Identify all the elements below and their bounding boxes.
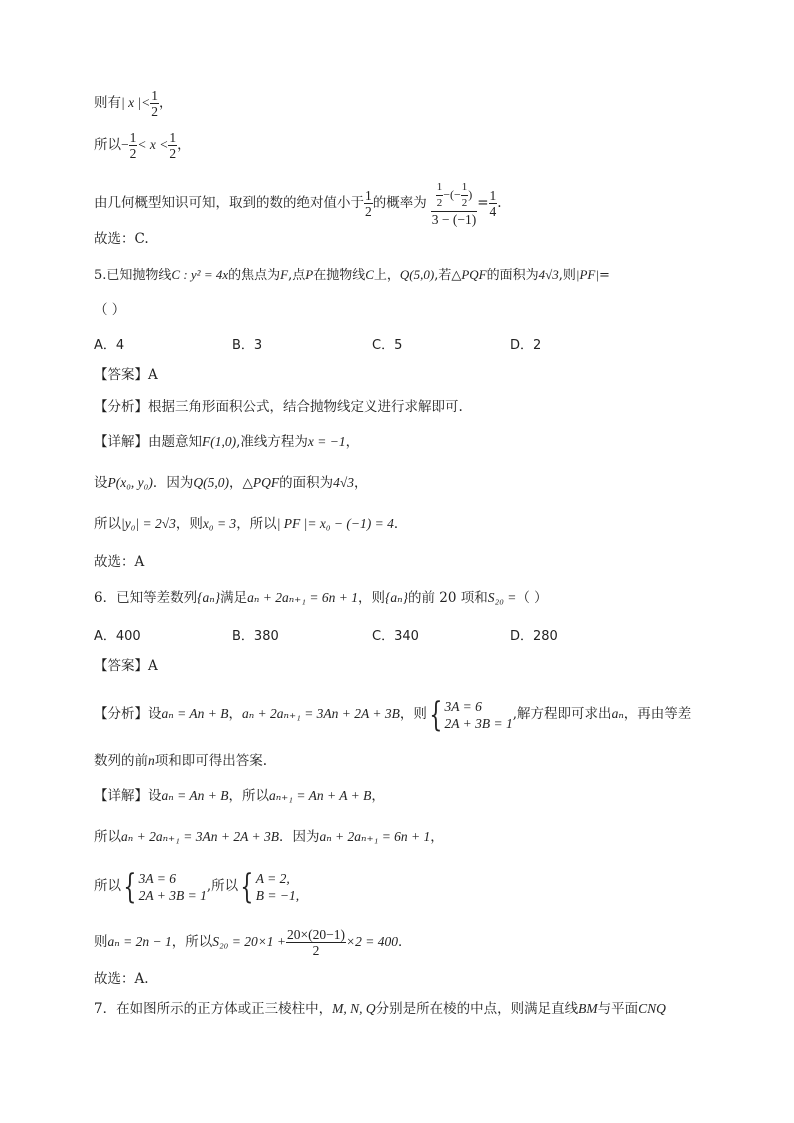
q6-detail-1: 【详解】设aₙ = An + B，所以aₙ₊₁ = An + A + B， (94, 788, 385, 804)
q5-option-d: D．2 (510, 338, 542, 353)
q5-stem: 5.已知抛物线C : y² = 4x的焦点为F,点P在抛物线C上，Q(5,0),若△PQF的面积为4√3,则|PF|= (94, 267, 610, 283)
q5-option-c: C．5 (372, 338, 403, 353)
q5-option-a: A．4 (94, 338, 125, 353)
q6-detail-4: 则aₙ = 2n − 1，所以S₂₀ = 20×1 + $\frac{20\times(20-1)}{2}$ ×2 = 400． (94, 927, 412, 958)
fraction: $\frac{1}{2}$ (151, 88, 159, 119)
line-abs-ineq: 则有| x |< $\frac{1}{2}$ ， (94, 88, 173, 119)
q5-detail-2: 设P(x₀, y₀)．因为Q(5,0)，△PQF的面积为4√3， (94, 475, 368, 491)
probability-fraction: $\frac{1}{2}$ −(− $\frac{1}{2}$ ) 3 − (−1) (431, 181, 477, 227)
q6-detail-2: 所以aₙ + 2aₙ₊₁ = 3An + 2A + 3B．因为aₙ + 2aₙ₊₁ = 6n + 1， (94, 829, 444, 845)
q6-stem: 6．已知等差数列{aₙ}满足aₙ + 2aₙ₊₁ = 6n + 1，则{aₙ}的前 20 项和S₂₀ =（ ） (94, 590, 548, 606)
q5-conclusion: 故选：A (94, 554, 145, 570)
q6-conclusion: 故选：A. (94, 971, 149, 987)
q5-option-b: B．3 (232, 338, 263, 353)
line-range: 所以− $\frac{1}{2}$ < x < $\frac{1}{2}$ ， (94, 130, 191, 161)
q6-option-c: C．340 (372, 629, 419, 644)
q6-analysis-2: 数列的前n项和即可得出答案. (94, 753, 268, 769)
q5-answer: 【答案】A (94, 367, 158, 383)
q6-answer: 【答案】A (94, 658, 158, 674)
q6-option-b: B．380 (232, 629, 279, 644)
q6-detail-3: 所以{ 3A = 6 2A + 3B = 1 ,所以{ A = 2, B = −1, (94, 866, 300, 907)
conclusion-c: 故选：C. (94, 231, 149, 247)
q5-detail-1: 【详解】由题意知F(1,0),准线方程为x = −1， (94, 434, 360, 450)
q5-analysis: 【分析】根据三角形面积公式，结合抛物线定义进行求解即可. (94, 399, 463, 415)
q5-detail-3: 所以|y₀| = 2√3，则x₀ = 3，所以| PF |= x₀ − (−1) = 4． (94, 516, 408, 532)
q5-blank: （ ） (94, 302, 126, 318)
sum-fraction: $\frac{20\times(20-1)}{2}$ (287, 927, 346, 958)
equation-system: 3A = 6 2A + 3B = 1 (444, 698, 513, 731)
q6-option-d: D．280 (510, 629, 558, 644)
q6-option-a: A．400 (94, 629, 141, 644)
line-probability: 由几何概型知识可知，取到的数的绝对值小于 $\frac{1}{2}$ 的概率为 $\frac{1}{2}$ −(− $\frac{1}{2}$ ) 3 − (−1) = $\frac{1}{4}$ . (94, 181, 502, 227)
brace: { (429, 694, 443, 735)
q7-stem: 7．在如图所示的正方体或正三棱柱中，M, N, Q分别是所在棱的中点，则满足直线BM与平面CNQ (94, 1001, 666, 1017)
q6-analysis-1: 【分析】设aₙ = An + B，aₙ + 2aₙ₊₁ = 3An + 2A + 3B，则{ 3A = 6 2A + 3B = 1 ,解方程即可求出aₙ，再由等差 (94, 694, 692, 735)
